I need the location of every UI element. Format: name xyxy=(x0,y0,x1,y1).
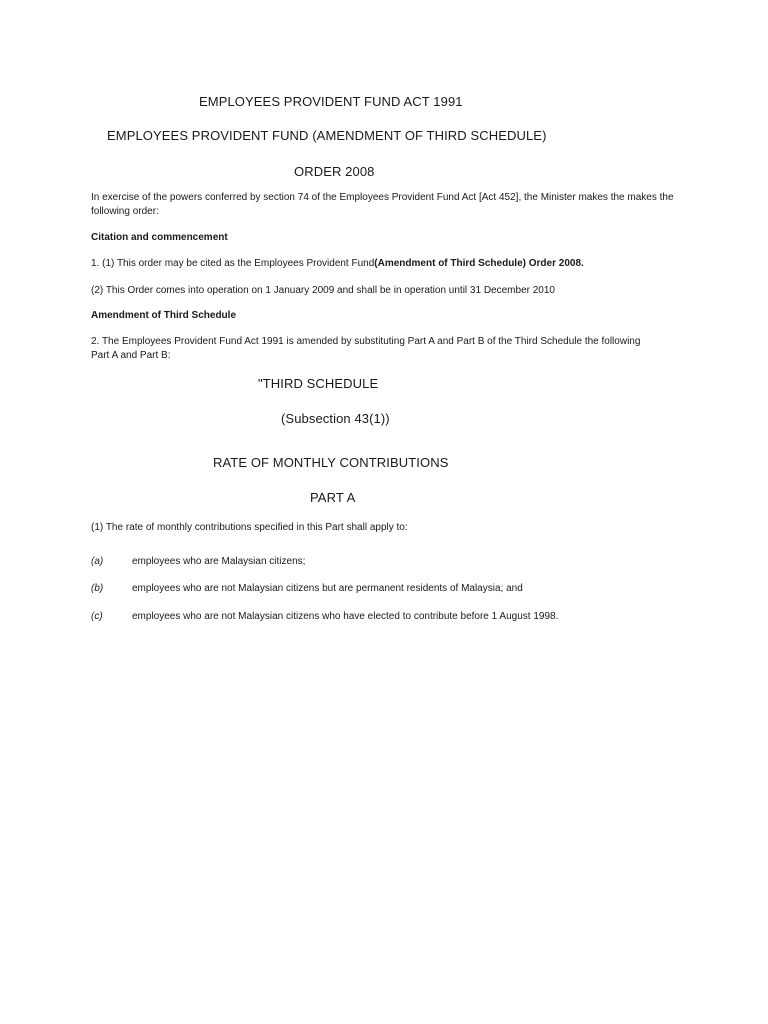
part-a-intro: (1) The rate of monthly contributions specified in this Part shall apply to: xyxy=(91,522,408,533)
amendment-paragraph: 2. The Employees Provident Fund Act 1991 is amended by substituting Part A and Part B of the Third Schedule the following Part A and Part B: xyxy=(91,336,641,361)
order-title: EMPLOYEES PROVIDENT FUND (AMENDMENT OF THIRD SCHEDULE) xyxy=(107,128,547,143)
amendment-heading: Amendment of Third Schedule xyxy=(91,310,237,321)
item-b-label: (b) xyxy=(91,583,104,594)
item-b-text: employees who are not Malaysian citizens but are permanent residents of Malaysia; and xyxy=(132,583,523,594)
rate-title: RATE OF MONTHLY CONTRIBUTIONS xyxy=(213,455,449,470)
citation-paragraph-1-text: 1. (1) This order may be cited as the Employees Provident Fund xyxy=(91,258,375,269)
part-a-title: PART A xyxy=(310,490,356,505)
citation-heading: Citation and commencement xyxy=(91,232,228,243)
citation-paragraph-1 xyxy=(91,257,584,271)
item-c-label: (c) xyxy=(91,611,103,622)
schedule-subsection: (Subsection 43(1)) xyxy=(281,411,390,426)
citation-paragraph-2: (2) This Order comes into operation on 1 January 2009 and shall be in operation until 31 December 2010 xyxy=(91,285,555,296)
item-c-text: employees who are not Malaysian citizens who have elected to contribute before 1 August 1998. xyxy=(132,611,559,622)
item-a-text: employees who are Malaysian citizens; xyxy=(132,556,306,567)
citation-paragraph-1-bold: (Amendment of Third Schedule) Order 2008. xyxy=(374,258,584,269)
preamble-paragraph: In exercise of the powers conferred by section 74 of the Employees Provident Fund Act [Act 452], the Minister makes the makes the following order: xyxy=(91,192,674,217)
item-a-label: (a) xyxy=(91,556,104,567)
schedule-title: "THIRD SCHEDULE xyxy=(258,376,379,391)
order-year: ORDER 2008 xyxy=(294,164,375,179)
act-title: EMPLOYEES PROVIDENT FUND ACT 1991 xyxy=(199,94,463,109)
